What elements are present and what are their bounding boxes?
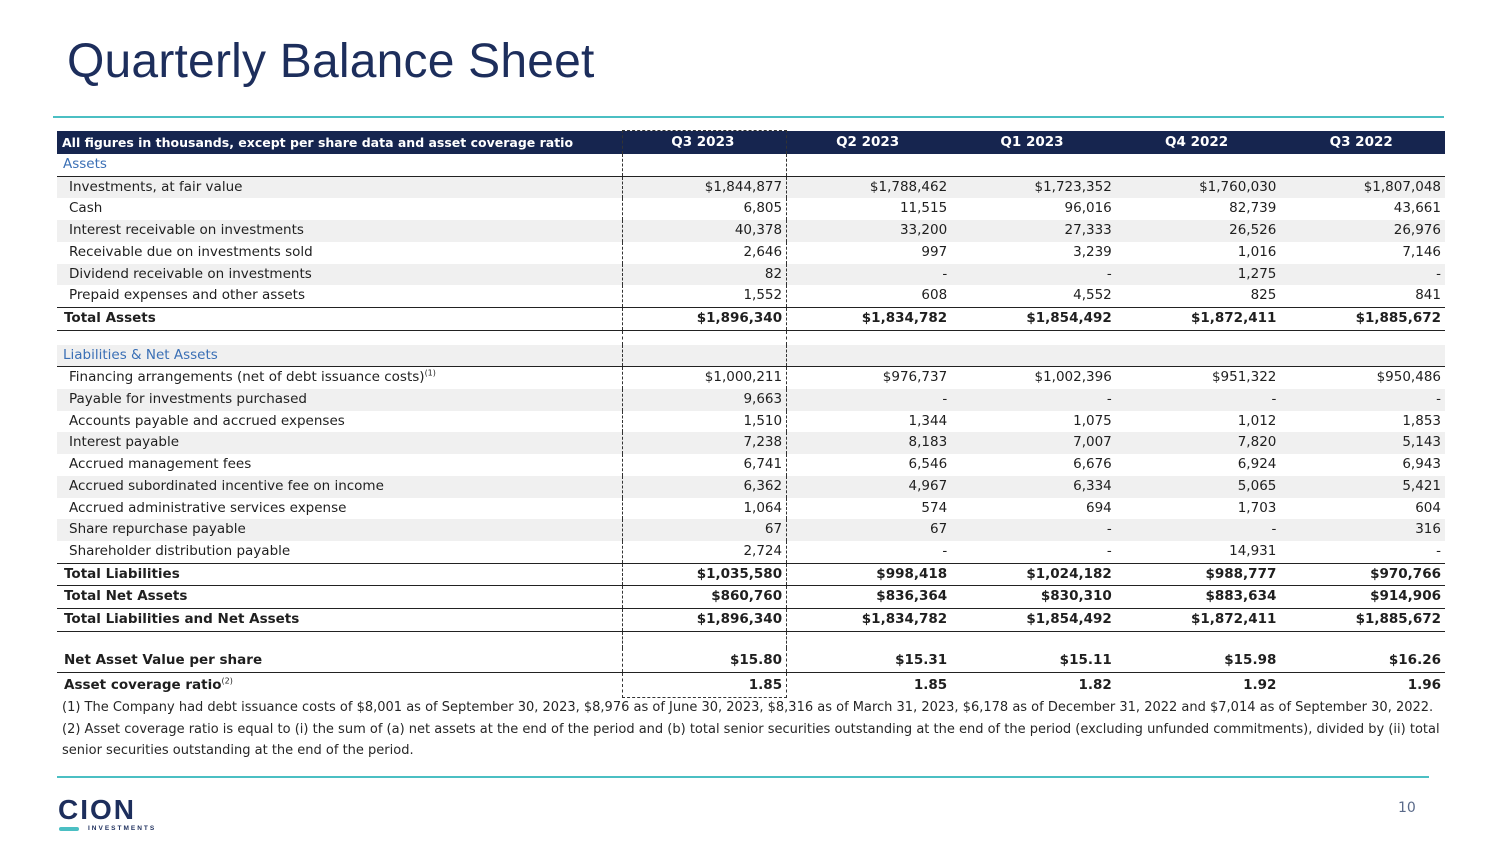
row-value: 6,741 (622, 454, 787, 476)
table-row (57, 176, 1445, 198)
row-label (57, 242, 622, 264)
table-row (57, 198, 1445, 220)
row-label (57, 476, 622, 498)
row-value: $1,807,048 (1280, 176, 1445, 198)
row-value (1280, 631, 1445, 648)
row-value (622, 345, 787, 367)
total-row (57, 586, 1445, 609)
row-value: $830,310 (951, 586, 1116, 609)
row-value: 6,676 (1073, 456, 1112, 473)
row-value: $970,766 (1280, 563, 1445, 586)
row-value: 1,012 (1237, 412, 1277, 429)
row-value: 604 (1415, 499, 1441, 516)
table-row (57, 498, 1445, 520)
row-value: $1,844,877 (622, 176, 787, 198)
row-label-text: Assets (63, 156, 107, 172)
cion-logo (58, 795, 168, 835)
table-row (57, 476, 1445, 498)
total-row (57, 563, 1445, 586)
row-value: 316 (1280, 519, 1445, 541)
row-value (1116, 631, 1281, 648)
total-row (57, 609, 1445, 632)
row-label-text: Net Asset Value per share (64, 651, 263, 668)
row-label (57, 454, 622, 476)
row-value: $1,854,492 (951, 307, 1116, 330)
row-value: - (1116, 389, 1281, 411)
row-value: $836,364 (787, 586, 952, 609)
row-value: 7,238 (622, 432, 787, 454)
row-value: 2,724 (622, 541, 787, 563)
row-label (57, 672, 622, 697)
row-value: 5,143 (1280, 432, 1445, 454)
row-value: $914,906 (1280, 586, 1445, 609)
row-value: 5,421 (1280, 476, 1445, 498)
asset-coverage-row (57, 672, 1445, 697)
row-value: 6,805 (622, 198, 787, 220)
row-value (951, 345, 1116, 367)
spacer-row (57, 330, 1445, 345)
row-label (57, 367, 622, 389)
row-label (57, 345, 622, 367)
row-label-text: Dividend receivable on investments (69, 265, 312, 282)
row-label-text: Prepaid expenses and other assets (69, 287, 305, 304)
table-row (57, 264, 1445, 286)
row-value: 1,344 (908, 412, 948, 429)
page-number: 10 (1398, 800, 1416, 816)
row-value: 7,007 (951, 432, 1116, 454)
row-label-text: Accrued subordinated incentive fee on income (69, 477, 384, 494)
spacer-row (57, 631, 1445, 648)
row-value: 9,663 (622, 389, 787, 411)
row-value: - (1106, 542, 1112, 559)
row-label-text: Total Liabilities (64, 565, 180, 582)
row-value (1116, 345, 1281, 367)
row-label-text: Payable for investments purchased (69, 391, 307, 408)
table-row (57, 220, 1445, 242)
row-label-text: Liabilities & Net Assets (63, 346, 218, 363)
logo-accent-bar (59, 827, 79, 831)
row-value: 2,646 (622, 242, 787, 264)
row-value: 43,661 (1393, 200, 1441, 217)
row-label (57, 519, 622, 541)
row-value: 1,703 (1237, 499, 1277, 516)
row-label (57, 220, 622, 242)
row-value: $883,634 (1116, 586, 1281, 609)
table-row (57, 541, 1445, 563)
row-value (1280, 154, 1445, 176)
row-value: - (787, 264, 952, 286)
row-value (787, 631, 952, 648)
row-value: 26,526 (1116, 220, 1281, 242)
row-value: 1,016 (1237, 243, 1277, 260)
row-value: 8,183 (787, 432, 952, 454)
row-value (1116, 154, 1281, 176)
section-header-assets (57, 154, 1445, 176)
row-value: 6,943 (1402, 456, 1441, 473)
row-value: $1,000,211 (622, 367, 787, 389)
row-label (57, 264, 622, 286)
logo-subtitle: INVESTMENTS (88, 825, 157, 832)
row-value: $1,885,672 (1280, 609, 1445, 632)
row-label-text: Financing arrangements (net of debt issuance costs) (69, 369, 425, 386)
footnote-marker: (2) (221, 676, 233, 686)
total-assets-row (57, 307, 1445, 330)
row-label-text: Receivable due on investments sold (69, 243, 313, 260)
footnote-1: (1) The Company had debt issuance costs of $8,001 as of September 30, 2023, $8,976 as of June 30, 2023, $8,316 as of March 31, 2023, $6,178 as of December 31, 2022 and $7,014 as of September 30, 2022. (62, 700, 1434, 715)
table-row (57, 519, 1445, 541)
row-value: 1,853 (1402, 412, 1441, 429)
row-value: $1,788,462 (787, 176, 952, 198)
row-value (951, 330, 1116, 345)
row-value: 27,333 (951, 220, 1116, 242)
row-value (622, 154, 787, 176)
top-divider (53, 116, 1444, 118)
row-value (1116, 330, 1281, 345)
row-value: 82 (622, 264, 787, 286)
bottom-divider (57, 776, 1429, 778)
row-value (622, 631, 787, 648)
row-label (57, 648, 622, 673)
row-value: $976,737 (882, 369, 948, 386)
header-label: All figures in thousands, except per share data and asset coverage ratio (57, 131, 622, 155)
row-value: - (1280, 264, 1445, 286)
row-value (622, 330, 787, 345)
row-value: 1.96 (1407, 677, 1441, 694)
row-value (787, 345, 952, 367)
row-value (951, 631, 1116, 648)
table-row (57, 454, 1445, 476)
row-label-text: Total Net Assets (64, 588, 188, 605)
row-value: $1,896,340 (622, 307, 787, 330)
header-period: Q3 2022 (1280, 131, 1445, 155)
table-row (57, 389, 1445, 411)
row-label (57, 198, 622, 220)
row-value: 11,515 (899, 200, 948, 217)
table-row (57, 432, 1445, 454)
row-value: 1,510 (622, 411, 787, 433)
row-value: 26,976 (1280, 220, 1445, 242)
row-label (57, 586, 622, 609)
row-value: $1,872,411 (1116, 307, 1281, 330)
row-value: 5,065 (1116, 476, 1281, 498)
row-value: $1,834,782 (787, 307, 952, 330)
row-label (57, 411, 622, 433)
footnotes (62, 697, 1452, 762)
row-label-text: Accrued administrative services expense (69, 499, 347, 516)
row-label-text: Share repurchase payable (69, 521, 246, 538)
row-label (57, 330, 622, 345)
row-label (57, 563, 622, 586)
row-value: 82,739 (1229, 200, 1277, 217)
row-value (787, 330, 952, 345)
row-value: $1,885,672 (1280, 307, 1445, 330)
row-value (1280, 330, 1445, 345)
row-label-text: Accrued management fees (69, 456, 252, 473)
row-label (57, 307, 622, 330)
row-value: - (951, 264, 1116, 286)
row-value: 1,552 (622, 285, 787, 307)
row-value: 841 (1415, 287, 1441, 304)
row-value: 825 (1250, 287, 1277, 304)
row-value: $1,896,340 (622, 609, 787, 632)
footnote-marker: (1) (424, 368, 436, 378)
row-value: $1,834,782 (787, 609, 952, 632)
row-value: 1.92 (1243, 677, 1277, 694)
row-value: $860,760 (622, 586, 787, 609)
row-value: - (951, 519, 1116, 541)
logo-name: CION (58, 794, 136, 825)
row-label-text: Interest receivable on investments (69, 222, 304, 239)
row-value: 4,967 (787, 476, 952, 498)
row-value: 67 (622, 519, 787, 541)
row-value: - (1280, 389, 1445, 411)
row-label (57, 609, 622, 632)
table-header-row (57, 131, 1445, 155)
row-value: - (1436, 542, 1441, 559)
row-value: 6,362 (622, 476, 787, 498)
row-value: 694 (1086, 499, 1112, 516)
row-value: 608 (921, 287, 948, 304)
row-label (57, 498, 622, 520)
table-row (57, 285, 1445, 307)
row-value: $1,760,030 (1116, 176, 1281, 198)
row-label (57, 631, 622, 648)
row-label (57, 285, 622, 307)
row-value: - (787, 389, 952, 411)
row-value: 574 (921, 499, 948, 516)
row-value: $15.80 (622, 648, 787, 673)
row-value: $950,486 (1376, 369, 1441, 386)
row-value: 1,064 (622, 498, 787, 520)
header-period: Q3 2023 (622, 131, 787, 155)
row-value: $15.31 (787, 648, 952, 673)
row-value: $951,322 (1211, 369, 1277, 386)
footnote-2: (2) Asset coverage ratio is equal to (i) the sum of (a) net assets at the end of the period and (b) total senior securities outstanding at the end of the period (excluding unfunded commitments), divided by (ii) total senior securities outstanding at the end of the period. (62, 721, 1440, 759)
row-label (57, 389, 622, 411)
row-value: $998,418 (787, 563, 952, 586)
row-value: 67 (787, 519, 952, 541)
row-value: $15.98 (1116, 648, 1281, 673)
page-title: Quarterly Balance Sheet (67, 35, 595, 88)
table-row (57, 242, 1445, 264)
row-value: 1,275 (1116, 264, 1281, 286)
header-period: Q4 2022 (1116, 131, 1281, 155)
row-label (57, 176, 622, 198)
row-value: 1.85 (622, 672, 787, 697)
row-value: 1,075 (1073, 412, 1112, 429)
row-value: 1.85 (913, 677, 948, 694)
row-label-text: Cash (69, 200, 103, 217)
row-value: $1,035,580 (622, 563, 787, 586)
row-label-text: Asset coverage ratio (64, 677, 222, 694)
balance-sheet-table (57, 130, 1445, 698)
row-label-text: Accounts payable and accrued expenses (69, 412, 345, 429)
header-period: Q2 2023 (787, 131, 952, 155)
row-value: 3,239 (1073, 243, 1112, 260)
row-value: $988,777 (1116, 563, 1281, 586)
row-value: $1,854,492 (951, 609, 1116, 632)
row-value (787, 154, 952, 176)
row-value: $15.11 (951, 648, 1116, 673)
row-label (57, 541, 622, 563)
row-value: 33,200 (787, 220, 952, 242)
row-value: $1,723,352 (951, 176, 1116, 198)
row-value: 1.82 (1078, 677, 1112, 694)
row-value: 6,334 (951, 476, 1116, 498)
row-value: - (951, 389, 1116, 411)
row-label-text: Total Liabilities and Net Assets (64, 611, 300, 628)
row-value: $1,002,396 (1034, 369, 1112, 386)
header-period: Q1 2023 (951, 131, 1116, 155)
row-value: $1,024,182 (951, 563, 1116, 586)
row-label-text: Shareholder distribution payable (69, 542, 291, 559)
row-value: 997 (921, 243, 948, 260)
row-value: 7,146 (1402, 243, 1441, 260)
table-row (57, 411, 1445, 433)
row-value: 6,546 (908, 456, 948, 473)
nav-per-share-row (57, 648, 1445, 673)
row-value: - (942, 542, 948, 559)
section-header-liabilities (57, 345, 1445, 367)
row-value: 40,378 (622, 220, 787, 242)
row-label (57, 432, 622, 454)
row-value (1280, 345, 1445, 367)
row-value: 6,924 (1237, 456, 1277, 473)
row-value: 4,552 (1073, 287, 1112, 304)
row-label-text: Total Assets (64, 309, 156, 326)
row-label (57, 154, 622, 176)
row-value: 14,931 (1229, 542, 1277, 559)
row-value (951, 154, 1116, 176)
row-value: 96,016 (1064, 200, 1112, 217)
row-value: - (1116, 519, 1281, 541)
row-value: $1,872,411 (1116, 609, 1281, 632)
row-label-text: Investments, at fair value (69, 178, 243, 195)
row-value: $16.26 (1280, 648, 1445, 673)
row-value: 7,820 (1116, 432, 1281, 454)
table-row (57, 367, 1445, 389)
row-label-text: Interest payable (69, 434, 180, 451)
